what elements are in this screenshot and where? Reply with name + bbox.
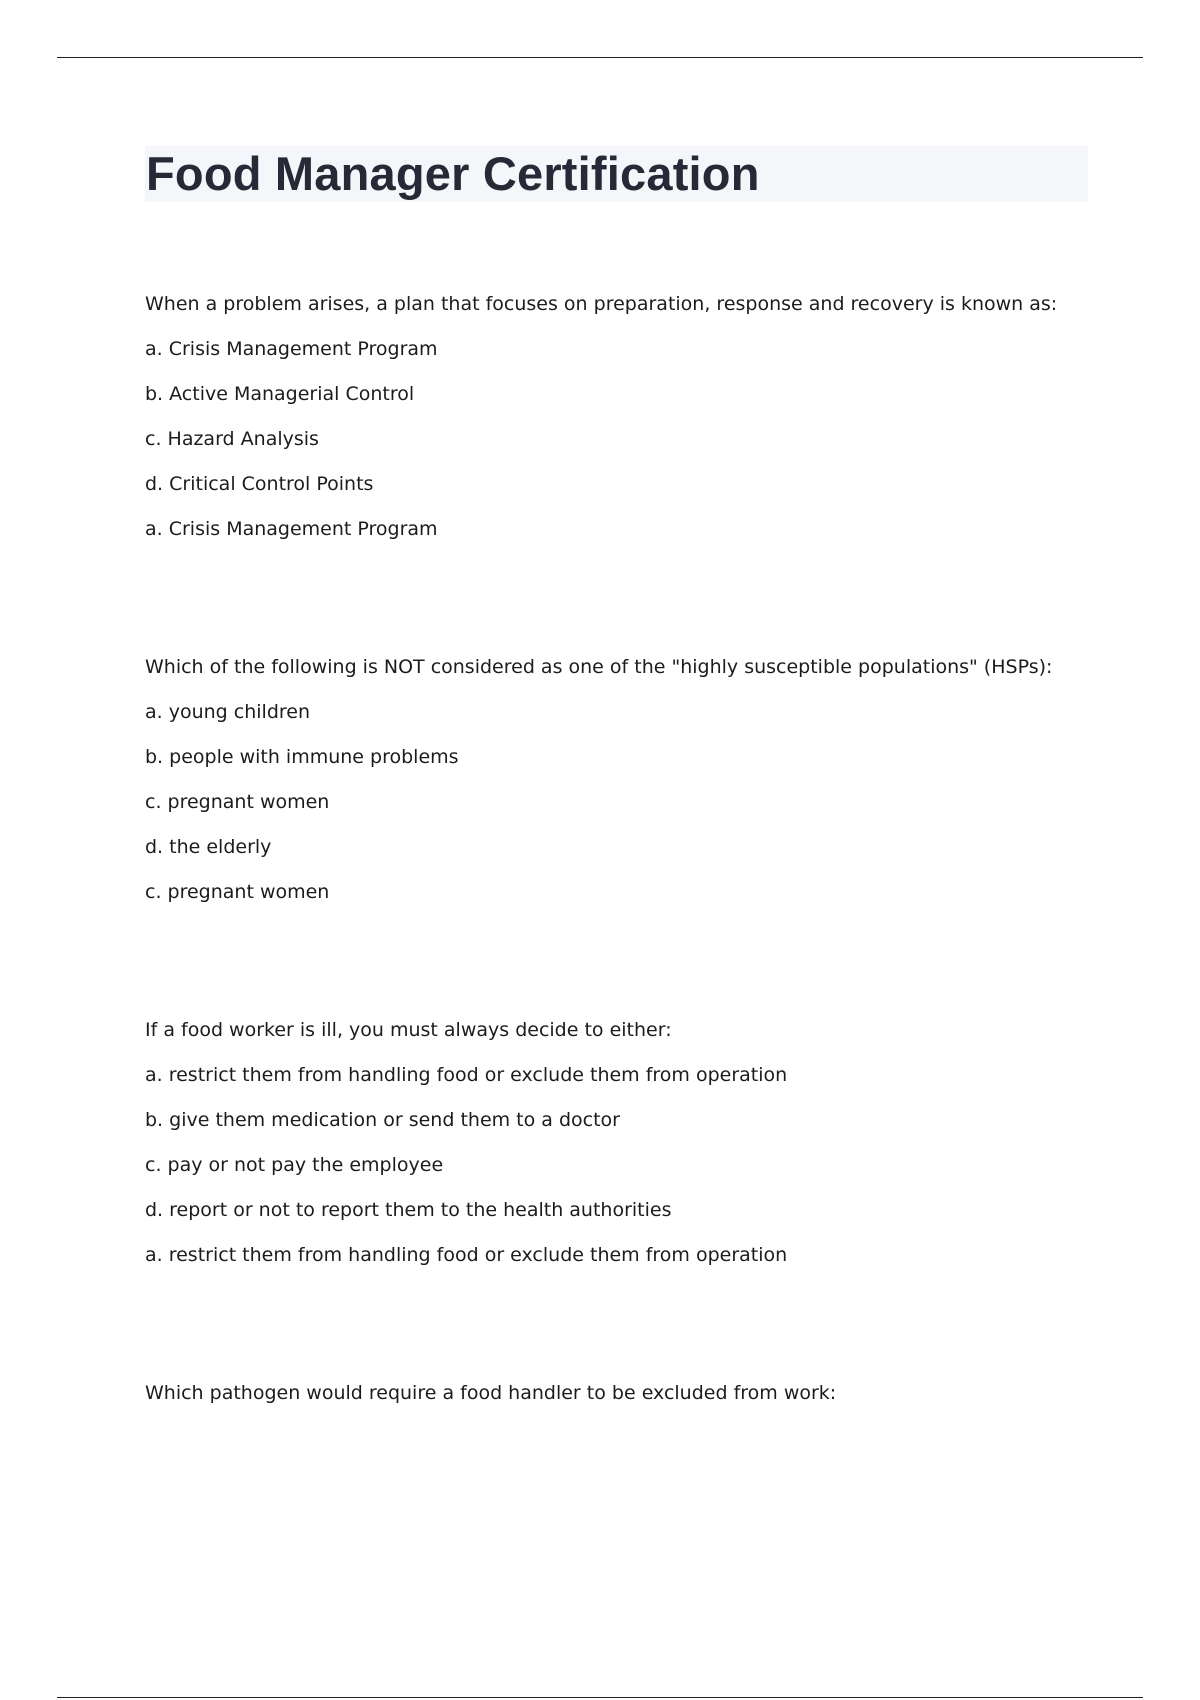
option-a: a. young children xyxy=(145,701,311,723)
question-text: Which of the following is NOT considered as one of the "highly susceptible populations" (HSPs): xyxy=(145,656,1053,678)
bottom-divider xyxy=(57,1697,1143,1698)
question-text: When a problem arises, a plan that focuses on preparation, response and recovery is known as: xyxy=(145,293,1058,315)
question-text: If a food worker is ill, you must always decide to either: xyxy=(145,1019,672,1041)
options-list xyxy=(145,700,1145,859)
option-a: a. restrict them from handling food or exclude them from operation xyxy=(145,1064,788,1086)
answer-text: c. pregnant women xyxy=(145,881,330,903)
question-text: Which pathogen would require a food handler to be excluded from work: xyxy=(145,1382,837,1404)
option-d: d. Critical Control Points xyxy=(145,473,374,495)
options-list xyxy=(145,1063,1145,1222)
option-b: b. give them medication or send them to a doctor xyxy=(145,1109,620,1131)
top-divider xyxy=(57,57,1143,58)
answer-text: a. restrict them from handling food or exclude them from operation xyxy=(145,1244,788,1266)
option-b: b. Active Managerial Control xyxy=(145,383,415,405)
question-block xyxy=(145,1381,1145,1426)
question-block xyxy=(145,655,1145,904)
question-block xyxy=(145,292,1145,541)
option-c: c. pregnant women xyxy=(145,791,330,813)
question-block xyxy=(145,1018,1145,1267)
answer-text: a. Crisis Management Program xyxy=(145,518,438,540)
option-b: b. people with immune problems xyxy=(145,746,459,768)
option-a: a. Crisis Management Program xyxy=(145,338,438,360)
option-d: d. report or not to report them to the health authorities xyxy=(145,1199,672,1221)
option-d: d. the elderly xyxy=(145,836,272,858)
options-list xyxy=(145,337,1145,496)
page-title: Food Manager Certification xyxy=(146,147,760,200)
option-c: c. Hazard Analysis xyxy=(145,428,319,450)
option-c: c. pay or not pay the employee xyxy=(145,1154,444,1176)
